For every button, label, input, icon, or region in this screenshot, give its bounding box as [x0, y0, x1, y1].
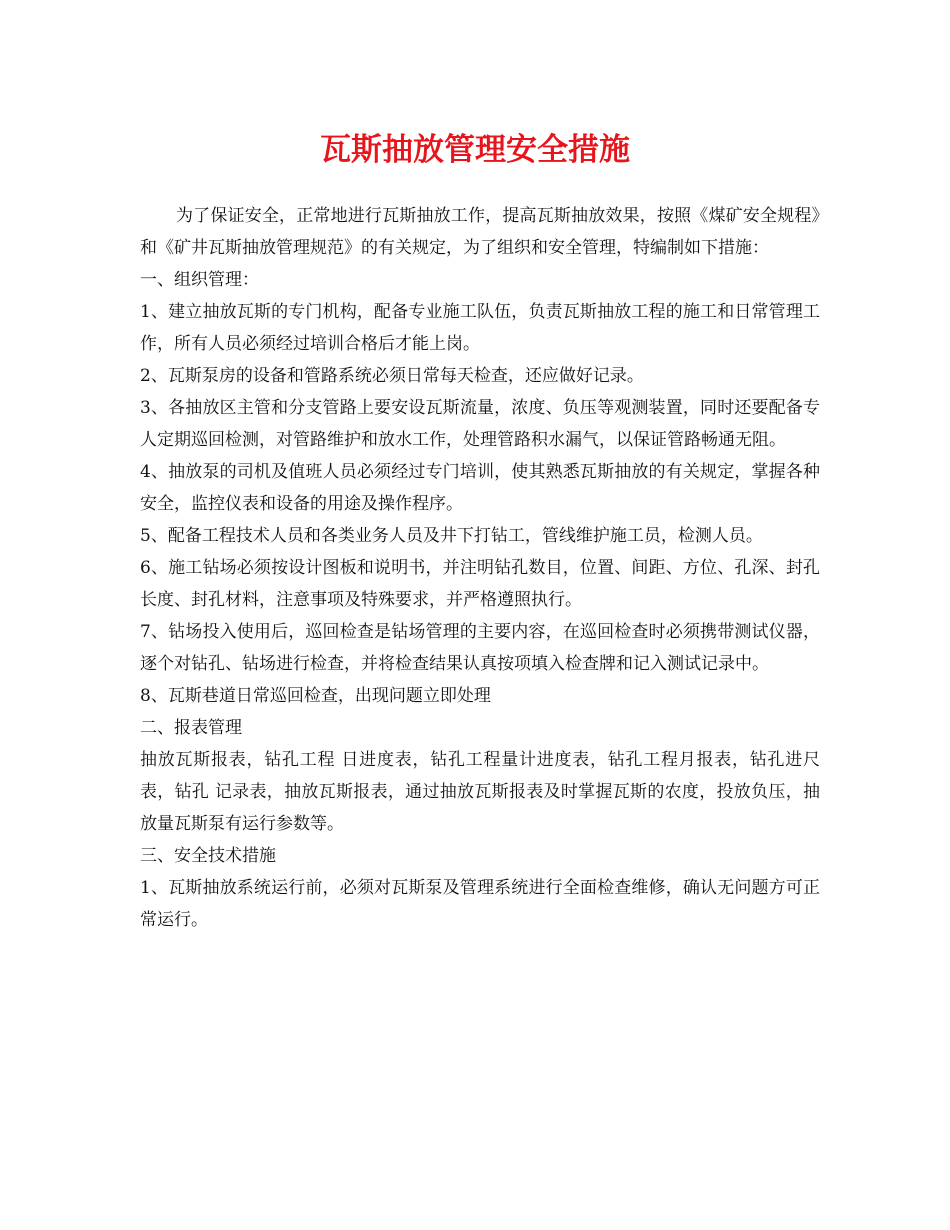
intro-paragraph: 为了保证安全，正常地进行瓦斯抽放工作，提高瓦斯抽放效果，按照《煤矿安全规程》和《矿井瓦斯抽放管理规范》的有关规定，为了组织和安全管理，特编制如下措施：: [140, 206, 820, 258]
section-heading-safety: 三、安全技术措施: [140, 846, 276, 866]
paragraph-item-1: 1、建立抽放瓦斯的专门机构，配备专业施工队伍，负责瓦斯抽放工程的施工和日常管理工作，所有人员必须经过培训合格后才能上岗。: [140, 302, 820, 354]
document-title: 瓦斯抽放管理安全措施: [320, 132, 630, 168]
paragraph-reports: 抽放瓦斯报表，钻孔工程 日进度表，钻孔工程量计进度表，钻孔工程月报表，钻孔进尺表，钻孔 记录表，抽放瓦斯报表，通过抽放瓦斯报表及时掌握瓦斯的农度，投放负压，抽放量瓦斯泵有运行参数等。: [140, 750, 820, 834]
section-heading-organization: 一、组织管理：: [140, 270, 259, 290]
paragraph-item-5: 5、配备工程技术人员和各类业务人员及井下打钻工，管线维护施工员，检测人员。: [140, 526, 763, 546]
paragraph-item-6: 6、施工钻场必须按设计图板和说明书，并注明钻孔数目，位置、间距、方位、孔深、封孔长度、封孔材料，注意事项及特殊要求，并严格遵照执行。: [140, 558, 820, 610]
paragraph-item-4: 4、抽放泵的司机及值班人员必须经过专门培训，使其熟悉瓦斯抽放的有关规定，掌握各种安全，监控仪表和设备的用途及操作程序。: [140, 462, 820, 514]
paragraph-item-7: 7、钻场投入使用后，巡回检查是钻场管理的主要内容，在巡回检查时必须携带测试仪器，逐个对钻孔、钻场进行检查，并将检查结果认真按项填入检查牌和记入测试记录中。: [140, 622, 820, 674]
paragraph-safety-1: 1、瓦斯抽放系统运行前，必须对瓦斯泵及管理系统进行全面检查维修，确认无问题方可正常运行。: [140, 878, 820, 930]
paragraph-item-8: 8、瓦斯巷道日常巡回检查，出现问题立即处理: [140, 686, 491, 706]
section-heading-reports: 二、报表管理: [140, 718, 242, 738]
paragraph-item-3: 3、各抽放区主管和分支管路上要安设瓦斯流量，浓度、负压等观测装置，同时还要配备专人定期巡回检测，对管路维护和放水工作，处理管路积水漏气，以保证管路畅通无阻。: [140, 398, 820, 450]
paragraph-item-2: 2、瓦斯泵房的设备和管路系统必须日常每天检查，还应做好记录。: [140, 366, 644, 386]
document-body: [140, 200, 820, 936]
